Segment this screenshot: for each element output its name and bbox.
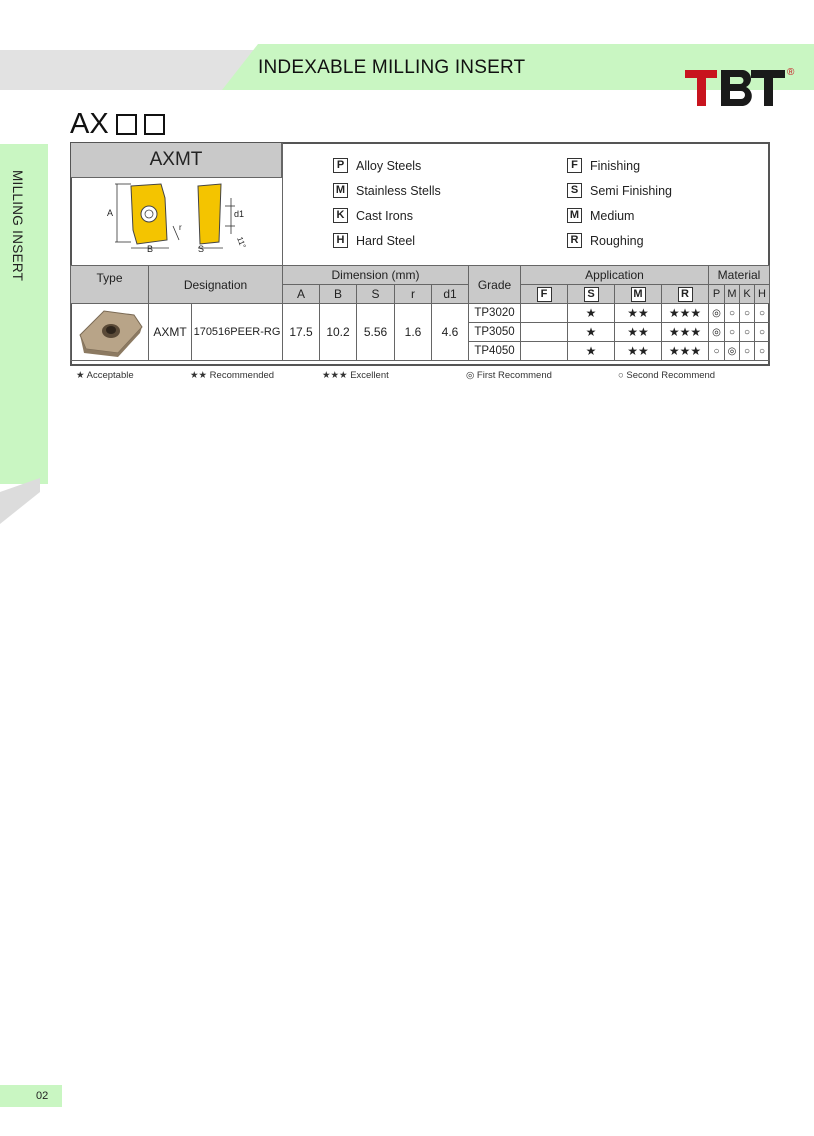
dim-col-b: B — [320, 285, 357, 304]
app-cell: ★★ — [615, 342, 662, 361]
app-col-f: F — [521, 285, 568, 304]
dim-value-s: 5.56 — [357, 304, 395, 361]
designation-series: AXMT — [149, 304, 192, 361]
app-col-s: S — [568, 285, 615, 304]
code-letter: M — [567, 208, 582, 223]
page-title: INDEXABLE MILLING INSERT — [258, 57, 526, 78]
application-code-r — [567, 233, 644, 248]
application-code-m — [567, 208, 634, 223]
placeholder-box — [144, 114, 165, 135]
material-code-p — [333, 158, 421, 173]
mat-col-m: M — [725, 285, 740, 304]
section-heading — [70, 108, 165, 141]
header-row-1 — [71, 266, 770, 285]
insert-side-view — [198, 184, 221, 244]
mat-cell: ◎ — [709, 304, 725, 323]
code-label: Roughing — [590, 233, 644, 248]
app-cell: ★★★ — [662, 342, 709, 361]
mat-cell: ○ — [725, 304, 740, 323]
code-letter: R — [567, 233, 582, 248]
product-name: AXMT — [149, 149, 203, 170]
dim-value-b: 10.2 — [320, 304, 357, 361]
dim-col-r: r — [395, 285, 432, 304]
code-letter: P — [333, 158, 348, 173]
code-label: Hard Steel — [356, 233, 416, 248]
grade-cell: TP3050 — [469, 323, 521, 342]
legend-acceptable: ★ Acceptable — [76, 370, 134, 381]
legend-excellent: ★★★ Excellent — [322, 370, 389, 381]
designation-code: 170516PEER-RG — [192, 304, 283, 361]
dim-a-label: A — [107, 208, 114, 218]
insert-photo — [74, 305, 146, 357]
dim-col-a: A — [283, 285, 320, 304]
mat-cell: ○ — [740, 342, 755, 361]
mat-cell: ◎ — [725, 342, 740, 361]
page-number-tab — [0, 1085, 62, 1107]
legend-recommended: ★★ Recommended — [190, 370, 275, 381]
mat-col-p: P — [709, 285, 725, 304]
app-cell: ★★★ — [662, 304, 709, 323]
app-cell — [521, 304, 568, 323]
app-cell: ★★ — [615, 304, 662, 323]
code-label: Medium — [590, 208, 635, 223]
app-cell — [521, 342, 568, 361]
side-tab-label: MILLING INSERT — [10, 170, 25, 282]
code-letter: S — [567, 183, 582, 198]
dim-b-label: B — [147, 244, 154, 254]
tbt-logo — [683, 64, 803, 108]
code-letter: F — [567, 158, 582, 173]
grade-cell: TP3020 — [469, 304, 521, 323]
code-label: Finishing — [590, 158, 641, 173]
dim-r-label: r — [179, 223, 182, 232]
dim-d1-label: d1 — [234, 209, 245, 219]
mat-cell: ○ — [740, 323, 755, 342]
registered-mark: ® — [787, 67, 795, 78]
application-header: Application — [521, 266, 709, 285]
dim-value-a: 17.5 — [283, 304, 320, 361]
mat-col-k: K — [740, 285, 755, 304]
app-cell: ★★★ — [662, 323, 709, 342]
dim-col-d1: d1 — [432, 285, 469, 304]
material-code-k — [333, 208, 413, 223]
app-cell: ★ — [568, 342, 615, 361]
code-letter: H — [333, 233, 348, 248]
app-cell: ★ — [568, 304, 615, 323]
drawing-cell-border — [282, 143, 283, 265]
mat-cell: ◎ — [709, 323, 725, 342]
page-number: 02 — [36, 1090, 49, 1102]
dim-col-s: S — [357, 285, 395, 304]
legend-second-recommend: ○ Second Recommend — [618, 370, 716, 381]
code-label: Semi Finishing — [590, 183, 672, 198]
grade-header: Grade — [469, 266, 521, 304]
application-code-f — [567, 158, 640, 173]
code-letter: K — [333, 208, 348, 223]
material-code-h — [333, 233, 415, 248]
material-header: Material — [709, 266, 770, 285]
code-label: Cast Irons — [356, 208, 413, 223]
app-cell: ★★ — [615, 323, 662, 342]
insert-hole-icon — [141, 206, 157, 222]
placeholder-box — [116, 114, 137, 135]
code-label: Alloy Steels — [356, 158, 422, 173]
insert-drawing — [95, 180, 265, 262]
code-letter: M — [333, 183, 348, 198]
app-col-m: M — [615, 285, 662, 304]
mat-cell: ○ — [755, 342, 770, 361]
dim-s-label: S — [198, 244, 205, 254]
dim-value-d1: 4.6 — [432, 304, 469, 361]
app-cell — [521, 323, 568, 342]
side-tab-shadow — [0, 478, 40, 524]
rating-legend — [76, 370, 776, 384]
code-label: Stainless Stells — [356, 183, 441, 198]
material-code-m — [333, 183, 441, 198]
dimension-header: Dimension (mm) — [283, 266, 469, 285]
spec-table — [70, 265, 770, 361]
mat-cell: ○ — [725, 323, 740, 342]
mat-col-h: H — [755, 285, 770, 304]
dim-value-r: 1.6 — [395, 304, 432, 361]
dim-angle-label: 11° — [235, 235, 248, 250]
mat-cell: ○ — [755, 323, 770, 342]
grade-cell: TP4050 — [469, 342, 521, 361]
insert-photo-cell — [71, 304, 149, 361]
app-col-r: R — [662, 285, 709, 304]
heading-text: AX — [70, 108, 109, 140]
table-row — [71, 304, 770, 323]
app-cell: ★ — [568, 323, 615, 342]
application-code-s — [567, 183, 672, 198]
mat-cell: ○ — [709, 342, 725, 361]
legend-first-recommend: ◎ First Recommend — [466, 370, 552, 381]
mat-cell: ○ — [755, 304, 770, 323]
mat-cell: ○ — [740, 304, 755, 323]
designation-header: Designation — [149, 266, 283, 304]
type-header: Type — [71, 266, 149, 304]
